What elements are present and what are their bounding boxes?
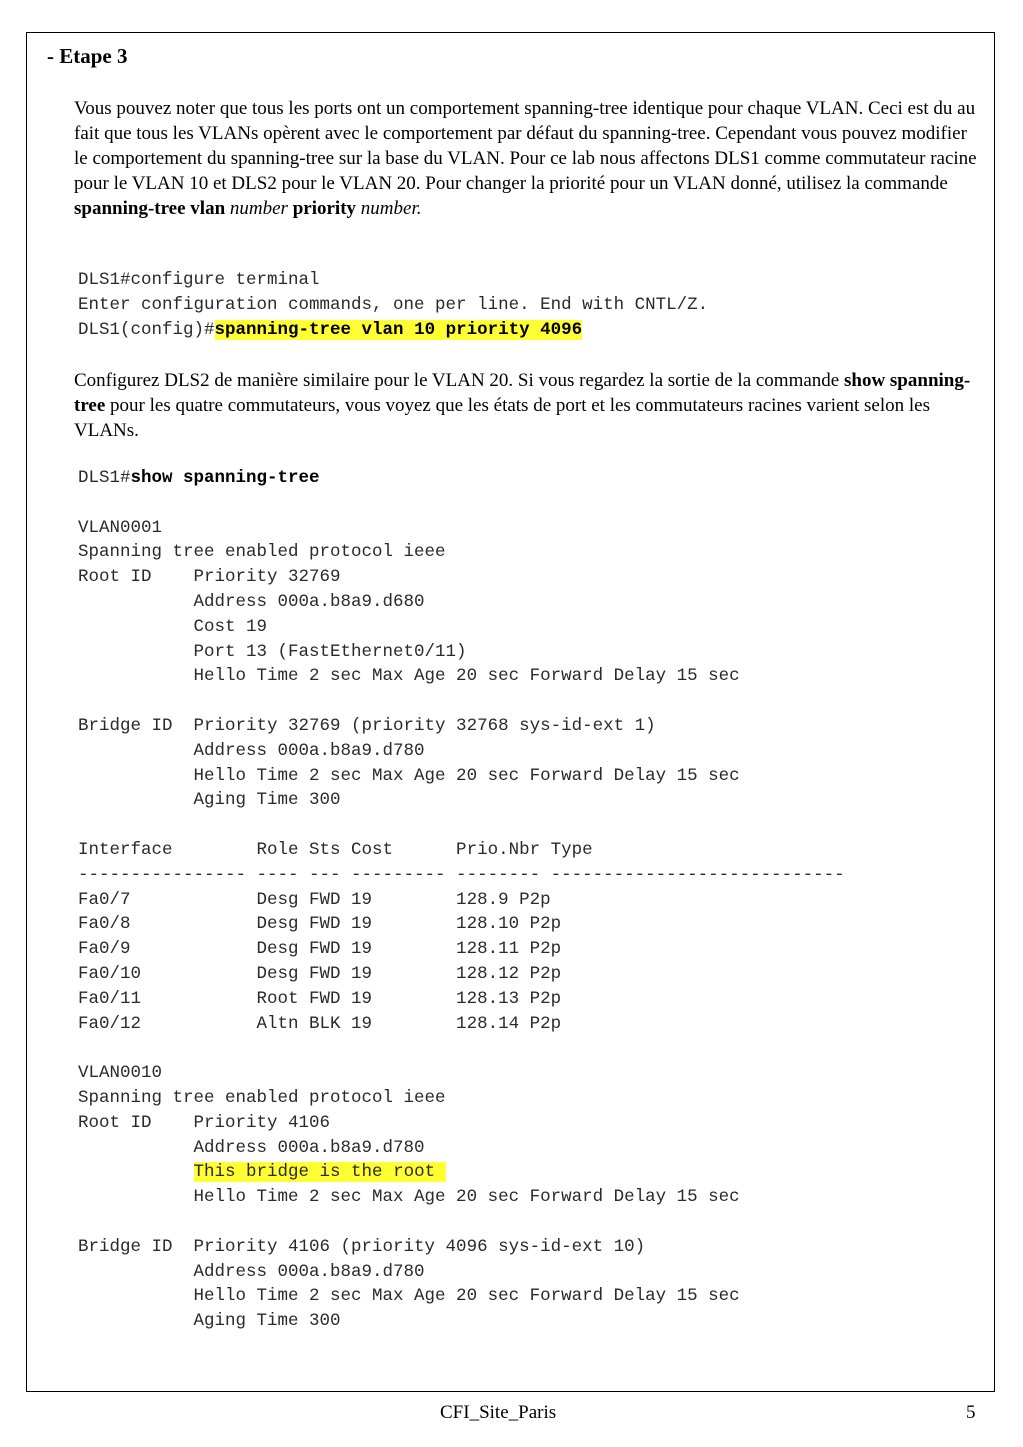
code-line: Fa0/12 Altn BLK 19 128.14 P2p [78,1013,562,1034]
second-paragraph [74,368,984,443]
intro-arg-1: number [229,198,288,219]
config-command-highlight: spanning-tree vlan 10 priority 4096 [214,319,583,340]
code-line: Address 000a.b8a9.d680 [78,591,425,612]
code-line: Hello Time 2 sec Max Age 20 sec Forward Delay 15 sec [78,666,740,687]
code-line: Bridge ID Priority 32769 (priority 32768 sys-id-ext 1) [78,715,656,736]
show-prompt: DLS1# [78,468,131,488]
intro-command-1: spanning-tree vlan [74,198,226,219]
code-line: Cost 19 [78,616,268,637]
code-line: VLAN0010 [78,1063,163,1084]
code-line: Hello Time 2 sec Max Age 20 sec Forward Delay 15 sec [78,1187,740,1208]
code-line: Bridge ID Priority 4106 (priority 4096 sys-id-ext 10) [78,1236,646,1257]
show-code-block [78,466,845,1334]
code-line: Fa0/9 Desg FWD 19 128.11 P2p [78,939,562,960]
code-line: Fa0/7 Desg FWD 19 128.9 P2p [78,889,551,910]
code-line: Aging Time 300 [78,790,341,811]
code-line: Fa0/11 Root FWD 19 128.13 P2p [78,988,562,1009]
config-prompt: DLS1(config)# [78,319,215,340]
code-line: Address 000a.b8a9.d780 [78,740,425,761]
footer-site: CFI_Site_Paris [440,1402,557,1423]
code-line: Port 13 (FastEthernet0/11) [78,641,467,662]
code-line: VLAN0001 [78,517,163,538]
intro-text: Vous pouvez noter que tous les ports ont un comportement spanning-tree identique pour chaque VLAN. Ceci est du au fait que tous les VLANs opèrent avec le comportement par défaut du spanning-tree. Cependant vous pouvez modifier le comportement du spanning-tree sur la base du VLAN. Pour ce lab nous affectons DLS1 comme commutateur racine pour le VLAN 10 et DLS2 pour le VLAN 20. Pour changer la priorité pour un VLAN donné, utilisez la commande [74,98,977,194]
show-output-bottom [78,1187,740,1331]
code-line: Fa0/8 Desg FWD 19 128.10 P2p [78,914,562,935]
root-note-indent [78,1162,194,1182]
config-line-2: Enter configuration commands, one per line. End with CNTL/Z. [78,294,709,315]
root-note-highlight: This bridge is the root [193,1162,446,1183]
code-line: Aging Time 300 [78,1311,341,1332]
code-line: Hello Time 2 sec Max Age 20 sec Forward Delay 15 sec [78,765,740,786]
code-line: Spanning tree enabled protocol ieee [78,542,446,563]
code-line: Address 000a.b8a9.d780 [78,1261,425,1282]
step-heading: - Etape 3 [47,44,128,68]
intro-command-2: priority [292,198,357,219]
intro-arg-2: number. [360,198,422,219]
code-line: Fa0/10 Desg FWD 19 128.12 P2p [78,963,562,984]
code-line: Root ID Priority 4106 [78,1112,331,1133]
intro-paragraph [74,96,984,221]
second-text-1: Configurez DLS2 de manière similaire pour le VLAN 20. Si vous regardez la sortie de la commande [74,370,844,391]
second-command: show spanning-tree [74,370,971,416]
config-code-block [78,268,708,342]
config-line-1: DLS1#configure terminal [78,270,320,290]
code-line: ---------------- ---- --- --------- -------- ---------------------------- [78,864,845,885]
show-output-top [78,518,845,1158]
code-line: Root ID Priority 32769 [78,567,341,588]
code-line: Hello Time 2 sec Max Age 20 sec Forward Delay 15 sec [78,1286,740,1307]
second-text-2: pour les quatre commutateurs, vous voyez que les états de port et les commutateurs racines varient selon les VLANs. [74,395,930,441]
code-line: Address 000a.b8a9.d780 [78,1137,425,1158]
code-line: Spanning tree enabled protocol ieee [78,1087,446,1108]
show-command: show spanning-tree [130,468,320,488]
code-line: Interface Role Sts Cost Prio.Nbr Type [78,839,593,860]
footer-page-number: 5 [966,1402,976,1423]
